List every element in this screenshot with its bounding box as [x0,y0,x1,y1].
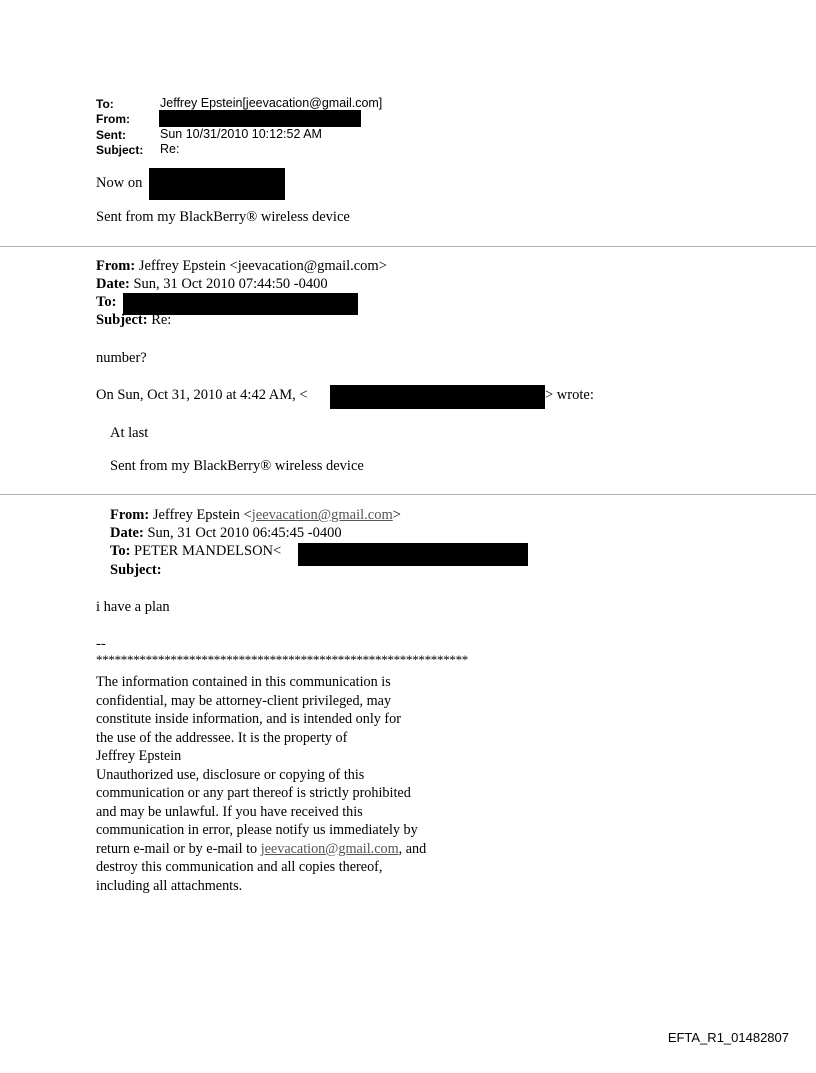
msg3-date [110,525,342,542]
disclaimer-line: constitute inside information, and is intended only for [96,711,401,727]
quote-intro: On Sun, Oct 31, 2010 at 4:42 AM, < [96,387,308,403]
confidentiality-disclaimer [96,673,426,895]
email-link[interactable]: jeevacation@gmail.com [251,507,393,523]
sent-value: Sun 10/31/2010 10:12:52 AM [160,127,322,141]
divider [0,494,816,495]
signature: Sent from my BlackBerry® wireless device [96,209,350,225]
msg3-from [110,507,401,524]
star-separator: ************************************************************ [96,652,469,667]
to-label: To: [110,543,131,559]
disclaimer-line: destroy this communication and all copies thereof, [96,859,383,875]
redaction-block [298,543,528,566]
signature-dashes: -- [96,636,106,652]
redaction-block [149,168,285,200]
msg3-to [110,543,281,560]
quoted-line: At last [110,425,149,441]
disclaimer-line: The information contained in this communication is [96,674,391,690]
subject-label: Subject: [96,312,148,328]
return-prefix: return e-mail or by e-mail to [96,840,261,857]
disclaimer-line: confidential, may be attorney-client privileged, may [96,692,392,709]
to-value: PETER MANDELSON< [130,543,282,559]
divider [0,246,816,247]
to-value: Jeffrey Epstein[jeevacation@gmail.com] [160,96,383,110]
date-label: Date: [96,276,130,292]
msg2-to [96,294,116,311]
disclaimer-line: communication in error, please notify us immediately by [96,822,418,838]
disclaimer-line: communication or any part thereof is strictly prohibited [96,785,411,801]
from-label: From: [96,112,130,126]
return-suffix: , and [398,840,427,857]
redaction-block [330,385,545,409]
disclaimer-line: Jeffrey Epstein [96,748,182,764]
subject-label: Subject: [110,562,162,578]
msg2-from [96,258,387,275]
date-value: Sun, 31 Oct 2010 06:45:45 -0400 [143,525,342,541]
date-label: Date: [110,525,144,541]
from-label: From: [110,507,150,523]
msg2-subject [96,312,171,329]
from-value: Jeffrey Epstein <jeevacation@gmail.com> [135,258,387,274]
email-link[interactable]: jeevacation@gmail.com [260,840,399,857]
body-line: i have a plan [96,599,170,615]
to-label: To: [96,294,117,310]
bates-number: EFTA_R1_01482807 [667,1030,789,1045]
redaction-block [159,110,361,127]
from-prefix: Jeffrey Epstein < [149,507,252,523]
body-line: number? [96,350,147,366]
msg2-date [96,276,328,293]
to-label: To: [96,97,114,111]
disclaimer-line: including all attachments. [96,877,243,894]
disclaimer-line: Unauthorized use, disclosure or copying of this [96,766,365,783]
disclaimer-line [96,840,426,859]
subject-value: Re: [160,142,180,156]
body-line: Now on [96,175,143,191]
from-label: From: [96,258,136,274]
subject-label: Subject: [96,143,144,157]
quote-intro-end: > wrote: [545,387,594,403]
quoted-signature: Sent from my BlackBerry® wireless device [110,458,364,474]
date-value: Sun, 31 Oct 2010 07:44:50 -0400 [129,276,328,292]
msg3-subject [110,562,162,579]
disclaimer-line: and may be unlawful. If you have received this [96,803,363,820]
from-suffix: > [392,507,401,523]
sent-label: Sent: [96,128,126,142]
subject-value: Re: [147,312,172,328]
disclaimer-line: the use of the addressee. It is the property of [96,729,348,746]
